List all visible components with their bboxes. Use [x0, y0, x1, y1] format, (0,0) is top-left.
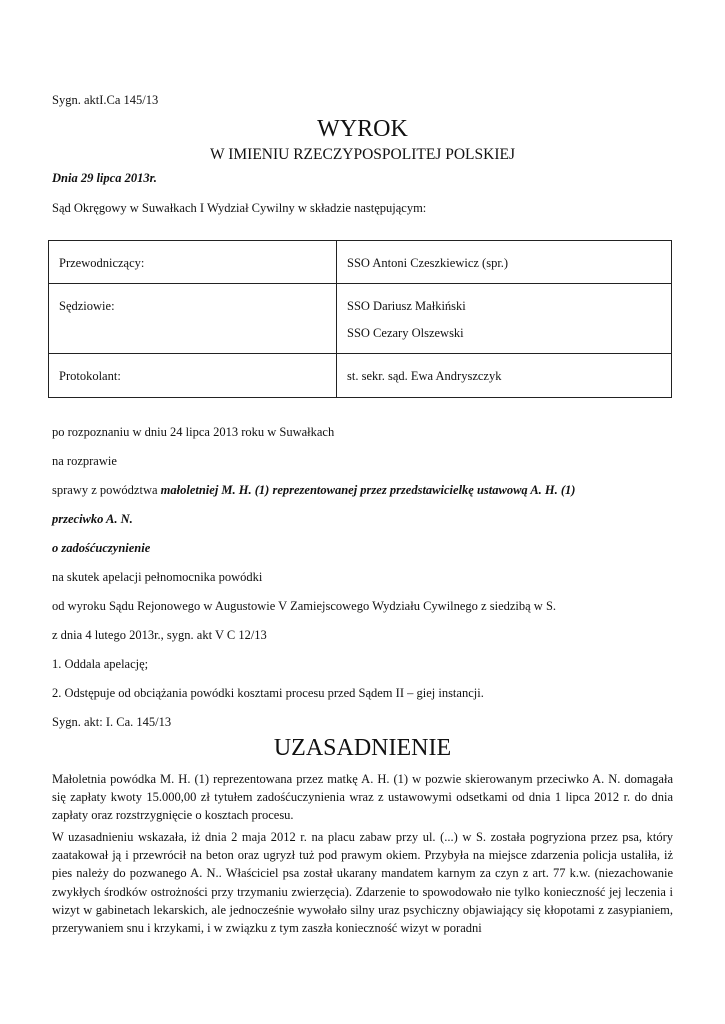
justification-paragraph: W uzasadnieniu wskazała, iż dnia 2 maja 2012 r. na placu zabaw przy ul. (...) w S. została pogryziona przez psa, który zaatakował ją i przewrócił na beton oraz ugryzł tuż pod prawym okiem. Przybyła na miejsce zdarzenia policja ustaliła, iż pies należy do pozwanego A. N.. Właściciel psa został ukarany mandatem karnym za czyn z art. 77 k.w. (niezachowanie zwykłych środków ostrożności przy trzymaniu zwierzęcia). Zdarzenie to spowodowało nie tylko konieczność jej leczenia i wizyt w gabinetach lekarskich, ale jednocześnie wywołało silny uraz psychiczny objawiający się kłopotami z zasypianiem, przerywaniem snu i krzykami, i w związku z tym zaszła konieczność wizyt w poradni [52, 830, 673, 936]
case-number-2: Sygn. akt: I. Ca. 145/13 [52, 715, 172, 729]
case-number: Sygn. aktI.Ca 145/13 [52, 93, 159, 107]
plaintiff-prefix: sprawy z powództwa [52, 483, 161, 497]
clerk-label: Protokolant: [49, 354, 337, 398]
ruling-point: 1. Oddala apelację; [52, 657, 149, 671]
judge-name: SSO Cezary Olszewski [347, 325, 464, 340]
judges-label: Sędziowie: [49, 284, 337, 354]
plaintiff-name: małoletniej M. H. (1) reprezentowanej przez przedstawicielkę ustawową A. H. (1) [160, 483, 576, 497]
defendant-line: przeciwko A. N. [52, 512, 133, 526]
plaintiff-line [52, 482, 575, 499]
document-subtitle: W IMIENIU RZECZYPOSPOLITEJ POLSKIEJ [210, 146, 515, 163]
judge-name: SSO Dariusz Małkiński [347, 299, 466, 313]
justification-paragraph: Małoletnia powódka M. H. (1) reprezentowana przez matkę A. H. (1) w pozwie skierowanym przeciwko A. N. domagała się zapłaty kwoty 15.000,00 zł tytułem zadośćuczynienia wraz z ustawowymi odsetkami od dnia 1 lipca 2012 r. do dnia zapłaty oraz rozstrzygnięcie o kosztach procesu. [52, 772, 673, 823]
ruling-point: 2. Odstępuje od obciążania powódki kosztami procesu przed Sądem II – giej instancji. [52, 686, 484, 700]
justification-heading: UZASADNIENIE [273, 735, 452, 761]
panel-table [48, 240, 672, 398]
document-title: WYROK [317, 116, 408, 142]
claim-subject: o zadośćuczynienie [52, 541, 151, 555]
appeal-info: na skutek apelacji pełnomocnika powódki [52, 570, 263, 584]
judges-value [337, 284, 672, 354]
table-row [49, 241, 672, 284]
table-row [49, 354, 672, 398]
lower-court-info: od wyroku Sądu Rejonowego w Augustowie V Zamiejscowego Wydziału Cywilnego z siedzibą w S. [52, 599, 557, 613]
hearing-info: po rozpoznaniu w dniu 24 lipca 2013 roku w Suwałkach [52, 425, 335, 439]
lower-court-date: z dnia 4 lutego 2013r., sygn. akt V C 12/13 [52, 628, 267, 642]
judgment-date: Dnia 29 lipca 2013r. [52, 171, 157, 185]
hearing-type: na rozprawie [52, 454, 117, 468]
table-row [49, 284, 672, 354]
chair-value: SSO Antoni Czeszkiewicz (spr.) [337, 241, 672, 284]
court-composition: Sąd Okręgowy w Suwałkach I Wydział Cywilny w składzie następującym: [52, 201, 427, 215]
chair-label: Przewodniczący: [49, 241, 337, 284]
clerk-value: st. sekr. sąd. Ewa Andryszczyk [337, 354, 672, 398]
